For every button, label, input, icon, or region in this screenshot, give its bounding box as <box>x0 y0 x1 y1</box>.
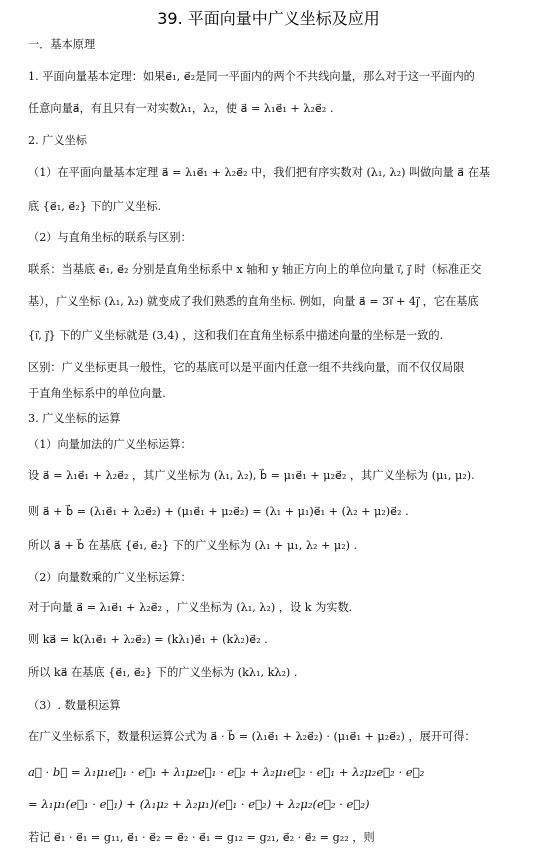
section-heading-operations: 3. 广义坐标的运算 <box>28 412 121 425</box>
formula-dot-product-grouped: = λ₁μ₁(e⃗₁ · e⃗₁) + (λ₁μ₂ + λ₂μ₁)(e⃗₁ · e⃗₂) + λ₂μ₂(e⃗₂ · e⃗₂) <box>28 797 370 811</box>
text-line-dot-product-1: 在广义坐标系下，数量积运算公式为 a⃗ · b⃗ = (λ₁e⃗₁ + λ₂e⃗₂) · (μ₁e⃗₁ + μ₂e⃗₂) ，展开可得： <box>28 730 476 743</box>
subheading-scalar-multiplication: （2）向量数乘的广义坐标运算： <box>28 571 192 584</box>
text-line-theorem-2: 任意向量a⃗，有且只有一对实数λ₁，λ₂，使 a⃗ = λ₁e⃗₁ + λ₂e⃗₂ . <box>28 102 334 115</box>
text-line-addition-1: 设 a⃗ = λ₁e⃗₁ + λ₂e⃗₂ ，其广义坐标为 (λ₁, λ₂), b⃗ = μ₁e⃗₁ + μ₂e⃗₂ ，其广义坐标为 (μ₁, μ₂). <box>28 469 475 482</box>
section-heading-basic-principle: 一．基本原理 <box>28 38 96 51</box>
text-line-definition-2: 底 {e⃗₁, e⃗₂} 下的广义坐标. <box>28 200 162 213</box>
formula-dot-product-expansion: a⃗ · b⃗ = λ₁μ₁e⃗₁ · e⃗₁ + λ₁μ₂e⃗₁ · e⃗₂ + λ₂μ₁e⃗₂ · e⃗₁ + λ₂μ₂e⃗₂ · e⃗₂ <box>28 765 425 779</box>
subheading-addition: （1）向量加法的广义坐标运算： <box>28 438 192 451</box>
text-line-relation-2: 基），广义坐标 (λ₁, λ₂) 就变成了我们熟悉的直角坐标. 例如，向量 a⃗ = 3i⃗ + 4j⃗ ，它在基底 <box>28 295 479 308</box>
page-title: 39. 平面向量中广义坐标及应用 <box>157 9 380 28</box>
section-heading-generalized-coordinates: 2. 广义坐标 <box>28 134 87 147</box>
text-line-relation-3: {i⃗, j⃗} 下的广义坐标就是 (3,4) ，这和我们在直角坐标系中描述向量的坐标是一致的. <box>28 329 444 342</box>
text-line-relation-1: 联系：当基底 e⃗₁, e⃗₂ 分别是直角坐标系中 x 轴和 y 轴正方向上的单位向量 i⃗, j⃗ 时（标准正交 <box>28 263 482 276</box>
text-line-metric-definition: 若记 e⃗₁ · e⃗₁ = g₁₁, e⃗₁ · e⃗₂ = e⃗₂ · e⃗₁ = g₁₂ = g₂₁, e⃗₂ · e⃗₂ = g₂₂ ，则 <box>28 831 375 844</box>
text-line-difference-1: 区别：广义坐标更具一般性，它的基底可以是平面内任意一组不共线向量，而不仅仅局限 <box>28 361 465 374</box>
formula-addition: 则 a⃗ + b⃗ = (λ₁e⃗₁ + λ₂e⃗₂) + (μ₁e⃗₁ + μ₂e⃗₂) = (λ₁ + μ₁)e⃗₁ + (λ₂ + μ₂)e⃗₂ . <box>28 505 409 518</box>
text-line-difference-2: 于直角坐标系中的单位向量. <box>28 387 166 400</box>
subheading-relation: （2）与直角坐标的联系与区别： <box>28 231 192 244</box>
subheading-dot-product: （3）. 数量积运算 <box>28 699 121 712</box>
text-line-addition-result: 所以 a⃗ + b⃗ 在基底 {e⃗₁, e⃗₂} 下的广义坐标为 (λ₁ + μ₁, λ₂ + μ₂) . <box>28 539 358 552</box>
text-line-scalar-result: 所以 ka⃗ 在基底 {e⃗₁, e⃗₂} 下的广义坐标为 (kλ₁, kλ₂) . <box>28 666 298 679</box>
formula-scalar: 则 ka⃗ = k(λ₁e⃗₁ + λ₂e⃗₂) = (kλ₁)e⃗₁ + (kλ₂)e⃗₂ . <box>28 633 268 646</box>
text-line-theorem-1: 1. 平面向量基本定理：如果e⃗₁, e⃗₂是同一平面内的两个不共线向量，那么对于这一平面内的 <box>28 70 475 83</box>
text-line-definition-1: （1）在平面向量基本定理 a⃗ = λ₁e⃗₁ + λ₂e⃗₂ 中，我们把有序实数对 (λ₁, λ₂) 叫做向量 a⃗ 在基 <box>28 166 491 179</box>
text-line-scalar-1: 对于向量 a⃗ = λ₁e⃗₁ + λ₂e⃗₂ ，广义坐标为 (λ₁, λ₂) ，设 k 为实数. <box>28 601 353 614</box>
